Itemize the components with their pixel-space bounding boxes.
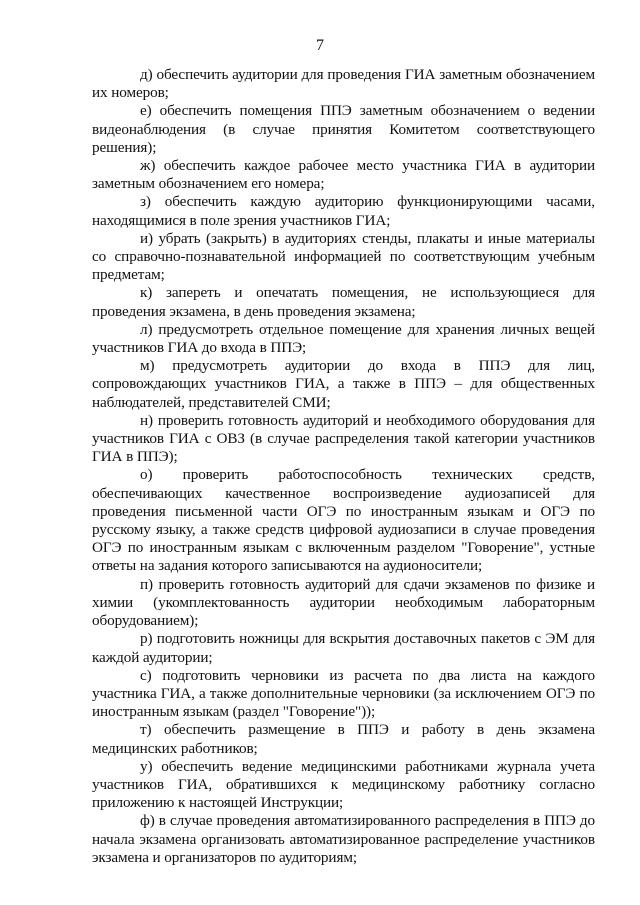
page-number: 7 xyxy=(316,37,324,54)
paragraph-l: л) предусмотреть отдельное помещение для хранения личных вещей участников ГИА до входа в ППЭ; xyxy=(92,320,595,357)
paragraph-d: д) обеспечить аудитории для проведения ГИА заметным обозначением их номеров; xyxy=(92,66,595,102)
paragraph-m: м) предусмотреть аудитории до входа в ППЭ для лиц, сопровождающих участников ГИА, а также в ППЭ – для общественных наблюдателей, представителей СМИ; xyxy=(92,357,595,411)
paragraph-r: р) подготовить ножницы для вскрытия доставочных пакетов с ЭМ для каждой аудитории; xyxy=(92,630,595,666)
paragraph-o: о) проверить работоспособность технических средств, обеспечивающих качественное воспроизведение аудиозаписей для проведения письменной части ОГЭ по иностранным языкам и ОГЭ по русскому языку, а также средств цифровой аудиозаписи в случае проведения ОГЭ по иностранным языкам с включенным разделом "Говорение", устные ответы на задания которого записываются на аудионосители; xyxy=(92,466,595,575)
paragraph-i: и) убрать (закрыть) в аудиториях стенды, плакаты и иные материалы со справочно-познавательной информацией по соответствующим учебным предметам; xyxy=(92,229,595,284)
document-body xyxy=(92,66,595,867)
paragraph-n: н) проверить готовность аудиторий и необходимого оборудования для участников ГИА с ОВЗ (в случае распределения такой категории участников ГИА в ППЭ); xyxy=(92,411,595,466)
paragraph-t: т) обеспечить размещение в ППЭ и работу в день экзамена медицинских работников; xyxy=(92,721,595,757)
paragraph-z: з) обеспечить каждую аудиторию функционирующими часами, находящимися в поле зрения участников ГИА; xyxy=(92,193,595,229)
paragraph-e: е) обеспечить помещения ППЭ заметным обозначением о ведении видеонаблюдения (в случае принятия Комитетом соответствующего решения); xyxy=(92,102,595,156)
paragraph-p: п) проверить готовность аудиторий для сдачи экзаменов по физике и химии (укомплектованность аудитории необходимым лабораторным оборудованием); xyxy=(92,575,595,630)
paragraph-u: у) обеспечить ведение медицинскими работниками журнала учета участников ГИА, обратившихся к медицинскому работнику согласно приложению к настоящей Инструкции; xyxy=(92,757,595,812)
paragraph-s: с) подготовить черновики из расчета по два листа на каждого участника ГИА, а также дополнительные черновики (за исключением ОГЭ по иностранным языкам (раздел "Говорение")); xyxy=(92,666,595,721)
paragraph-k: к) запереть и опечатать помещения, не использующиеся для проведения экзамена, в день проведения экзамена; xyxy=(92,284,595,320)
paragraph-f: ф) в случае проведения автоматизированного распределения в ППЭ до начала экзамена организовать автоматизированное распределение участников экзамена и организаторов по аудиториям; xyxy=(92,812,595,866)
paragraph-zh: ж) обеспечить каждое рабочее место участника ГИА в аудитории заметным обозначением его номера; xyxy=(92,157,595,193)
